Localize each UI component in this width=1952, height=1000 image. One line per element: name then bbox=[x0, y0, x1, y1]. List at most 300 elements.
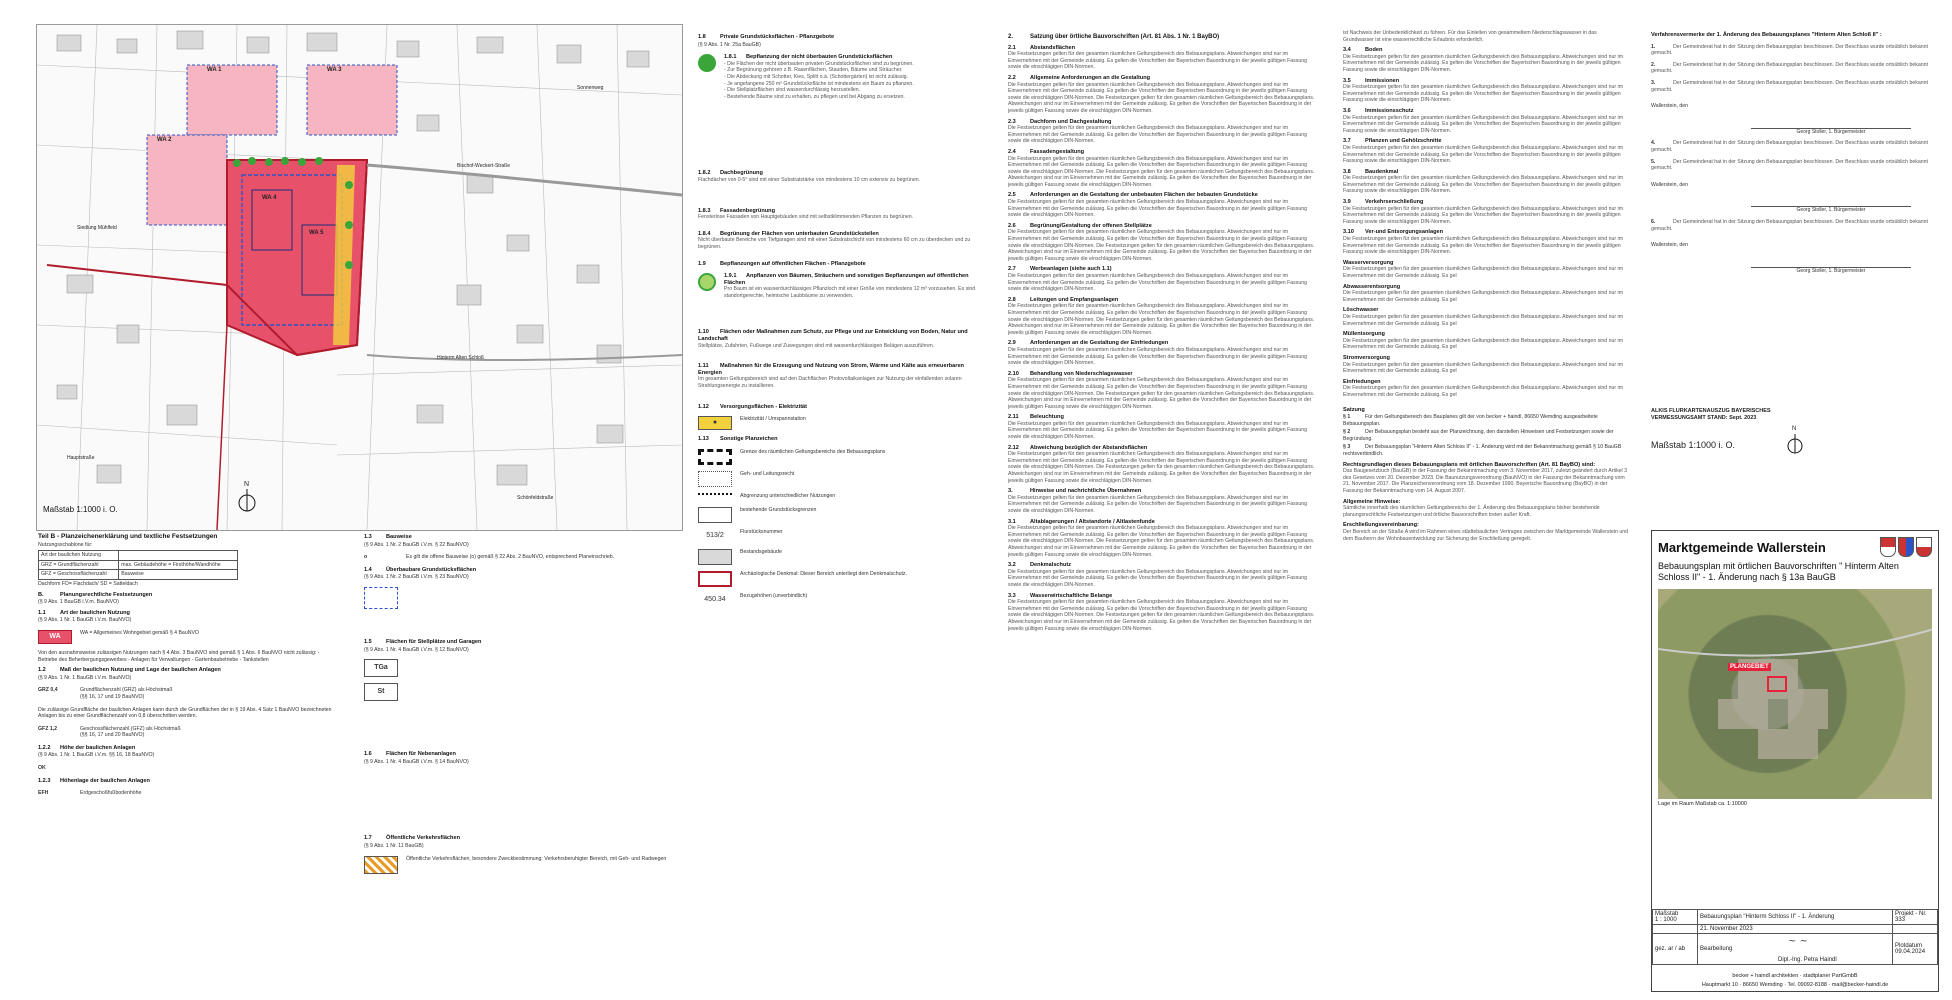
col4-item-heading bbox=[1343, 138, 1628, 145]
abgrenzung-symbol bbox=[698, 493, 732, 501]
col4-sub-body: Die Festsetzungen gelten für den gesamten räumlichen Geltungsbereich des Bebauungsplans. Abweichungen sind nur im Einvernehmen mit der Gemeinde zulässig. Es gel bbox=[1343, 313, 1624, 327]
st-legend bbox=[364, 683, 674, 701]
gfz-ref: (§§ 16, 17 und 20 BauNVO) bbox=[80, 732, 145, 739]
recht-heading: Rechtsgrundlagen dieses Bebauungsplans mit örtlichen Bauvorschriften (Art. 81 BayBO) sind: bbox=[1343, 461, 1596, 468]
col3-item-number: 2.8 bbox=[1008, 296, 1016, 303]
satzung-text: Der Bebauungsplan besteht aus der Planzeichnung, den darstellen Hinweisen und Festsetzungen sowie der Begründung. bbox=[1343, 429, 1614, 442]
grz-text: Grundflächenzahl (GRZ) als Höchstmaß bbox=[80, 687, 173, 694]
plan-map bbox=[36, 24, 683, 531]
s17-heading: Öffentliche Verkehrsflächen bbox=[386, 835, 460, 842]
verfahren-step bbox=[1651, 44, 1939, 57]
s183-heading: Fassadenbegrünung bbox=[720, 207, 776, 214]
plot-label: Plotdatum bbox=[1895, 943, 1923, 949]
col3-item-title: Abweichung bezüglich der Abstandsflächen bbox=[1030, 444, 1148, 451]
col3-item-body: Die Festsetzungen gelten für den gesamten räumlichen Geltungsbereich des Bebauungsplans. Abweichungen sind nur im Einvernehmen mit der Gemeinde zulässig. Es gelten die Vorschriften der Bayerischen Bauordnung in der jeweils gültigen Fassung sowie die einschlägigen DIN-Normen. bbox=[1008, 568, 1308, 588]
col3-item-heading bbox=[1008, 371, 1318, 378]
col3-item-title: Abstandsflächen bbox=[1030, 44, 1076, 51]
col3-item-heading bbox=[1008, 297, 1318, 304]
col3-item-number: 3.3 bbox=[1008, 592, 1016, 599]
s122-ref: (§ 9 Abs. 1 Nr. 1 BauGB i.V.m. §§ 16, 18 BauNVO) bbox=[38, 752, 155, 759]
col3-item-body: Die Festsetzungen gelten für den gesamten räumlichen Geltungsbereich des Bebauungsplans. Abweichungen sind nur im Einvernehmen mit der Gemeinde zulässig. Es gelten die Vorschriften der Bayerischen Bauordnung in der jeweils gültigen Fassung sowie die einschlägigen DIN-Normen. Die Festsetzungen gelten für den gesamten räumlichen Geltungsbereich des Bebauungsplans. Abweichungen sind nur im Einvernehmen mit der Gemeinde zulässig. Es gelten die Vorschriften der Bayerischen Bauordnung in der jeweils gültigen Fassung sowie die einschlägigen DIN-Normen. bbox=[1008, 599, 1315, 632]
project-label: Bebauungsplan "Hinterm Schloss II" - 1. Änderung bbox=[1698, 910, 1893, 925]
part-b-col-1: Teil B - Planzeichenerklärung und textliche Festsetzungen Nutzungsschablone für: Art der baulichen Nutzung GRZ = Grundflächenzahl max. Gebäudehöhe = Firsthöhe/Wandhöhe GFZ = Geschossflächenzahl Bauweise Dachform FD= Flachdach/ SD = Satteldach B. Planungsrechtliche Festsetzungen (§ 9 Abs. 1 BauGB i.V.m. BauNVO) 1.1 Art der baulichen Nutzung (§ 9 Abs. 1 Nr. 1 BauGB i.V.m. BauNVO) WA WA = Allgemeines Wohngebiet gemäß § 4 BauNVO Von den ausnahmsweise zulässigen Nutzungen nach § 4 Abs. 3 BauNVO sind gemäß § 1 Abs. 6 BauNVO nicht zulässig: - Betriebe des Beherbergungsgewerbes - Anlagen für Verwaltungen - Gartenbaubetriebe - Tankstellen 1.2 Maß der baulichen Nutzung und Lage der baulichen Anlagen (§ 9 Abs. 1 Nr. 1 BauGB i.V.m. BauNVO) GRZ 0,4 Grundflächenzahl (GRZ) als Höchstmaß (§§ 16, 17 und 19 BauNVO) Die zulässige Grundfläche der baulichen Anlagen kann durch die Grundflächen der in § 19 Abs. 4 Satz 1 BauNVO bezeichneten Anlagen bis zu einer Grundflächenzahl von 0,8 überschritten werden. GFZ 1,2 Geschossflächenzahl (GFZ) als Höchstmaß (§§ 16, 17 und 20 BauNVO) 1.2.2 Höhe der baulichen Anlagen (§ 9 Abs. 1 Nr. 1 BauGB i.V.m. §§ 16, 18 BauNVO) OK 1.2.3 Höhenlage der baulichen Anlagen EFH Erdgeschoßfußbodenhöhe bbox=[38, 530, 338, 995]
massstab-label: Maßstab bbox=[1655, 911, 1679, 917]
sheet-title bbox=[1645, 0, 1945, 1000]
col4-sub-heading: Müllentsorgung bbox=[1343, 331, 1385, 338]
signature-icon: ~ ~ bbox=[1788, 936, 1808, 947]
col3-item-title: Denkmalschutz bbox=[1030, 562, 1072, 569]
col4-item-number: 3.6 bbox=[1343, 107, 1351, 114]
elektro-legend bbox=[698, 416, 983, 430]
firm-name: becker + haindl architekten · stadtplaner PartGmbB bbox=[1732, 973, 1858, 979]
map-label-wa3: WA 3 bbox=[327, 67, 342, 73]
satzung-text: Der Bebauungsplan "Hinterm Alten Schloss II" - 1. Änderung wird mit der Bekanntmachung gemäß § 10 BauGB rechtsverbindlich. bbox=[1343, 444, 1622, 458]
satzung-row bbox=[1343, 444, 1628, 457]
col3-item-number: 2.1 bbox=[1008, 44, 1016, 51]
col3-item-title: Allgemeine Anforderungen an die Gestaltung bbox=[1030, 74, 1151, 81]
legend-geltungsbereich bbox=[698, 449, 983, 465]
col4-item-heading bbox=[1343, 199, 1628, 206]
s17-ref: (§ 9 Abs. 1 Nr. 11 BauGB) bbox=[364, 842, 424, 849]
col3-item-heading bbox=[1008, 75, 1318, 82]
col4-item-title: Verkehrserschließung bbox=[1365, 199, 1424, 206]
col3-item-number: 2.9 bbox=[1008, 340, 1016, 347]
legend-abgrenzung bbox=[698, 493, 983, 501]
col3-items bbox=[1008, 45, 1318, 633]
alkis-note: ALKIS FLURKARTENAUSZUG BAYERISCHES VERMESSUNGSAMT STAND: Sept. 2023 bbox=[1651, 408, 1771, 421]
coat-of-arms-group bbox=[1880, 537, 1932, 557]
gfz-text: Geschossflächenzahl (GFZ) als Höchstmaß bbox=[80, 725, 181, 732]
project-no: 333 bbox=[1895, 917, 1906, 923]
nutzung-title: Nutzungsschablone für: bbox=[38, 541, 93, 548]
wallerstein-date-label: Wallerstein, den bbox=[1651, 181, 1689, 188]
project-no-label: Projekt - Nr. bbox=[1895, 911, 1927, 917]
s12-heading: Maß der baulichen Nutzung und Lage der baulichen Anlagen bbox=[60, 667, 221, 674]
satzung-heading: Satzung bbox=[1343, 406, 1365, 413]
inkraft-heading: Erschließungsvereinbarung: bbox=[1343, 522, 1419, 529]
map-label-wa4: WA 4 bbox=[262, 195, 277, 201]
efh-text: Erdgeschoßfußbodenhöhe bbox=[80, 790, 142, 797]
verfahren-step-number: 2. bbox=[1651, 61, 1656, 68]
col3-item-heading bbox=[1008, 414, 1318, 421]
massstab-value: 1 : 1000 bbox=[1655, 917, 1677, 923]
satzung-number: § 2 bbox=[1343, 429, 1351, 436]
s15-heading: Flächen für Stellplätze und Garagen bbox=[386, 638, 482, 645]
col3-item-heading bbox=[1008, 445, 1318, 452]
col4-item-heading bbox=[1343, 229, 1628, 236]
wa-body: Von den ausnahmsweise zulässigen Nutzungen nach § 4 Abs. 3 BauNVO sind gemäß § 1 Abs. 6 BauNVO nicht zulässig: - Betriebe des Beherbergungsgewerbes - Anlagen für Verwaltungen - Gartenbaubetriebe - Tankstellen bbox=[38, 649, 320, 663]
col4-item-number: 3.9 bbox=[1343, 199, 1351, 206]
sheet-plan bbox=[34, 0, 684, 1000]
s13-ref: (§ 9 Abs. 1 Nr. 2 BauGB i.V.m. § 22 BauNVO) bbox=[364, 541, 469, 548]
s15-ref: (§ 9 Abs. 1 Nr. 4 BauGB i.V.m. § 12 BauNVO) bbox=[364, 646, 469, 653]
verkehr-legend bbox=[364, 856, 674, 874]
grz-symbol: GRZ 0,4 bbox=[38, 687, 58, 694]
col4-sub-body: Die Festsetzungen gelten für den gesamten räumlichen Geltungsbereich des Bebauungsplans. Abweichungen sind nur im Einvernehmen mit der Gemeinde zulässig. Es gel bbox=[1343, 290, 1624, 303]
col4-item-heading bbox=[1343, 47, 1628, 54]
col3-item-title: Werbeanlagen (siehe auch 1.1) bbox=[1030, 266, 1112, 273]
legend-flurstueck bbox=[698, 529, 983, 543]
col3-item-title: Wasserwirtschaftliche Belange bbox=[1030, 592, 1113, 599]
col3-item-heading bbox=[1008, 223, 1318, 230]
col3-item-heading bbox=[1008, 119, 1318, 126]
col4-item-body: Die Festsetzungen gelten für den gesamten räumlichen Geltungsbereich des Bebauungsplans. Abweichungen sind nur im Einvernehmen mit der Gemeinde zulässig. Es gelten die Vorschriften der Bayerischen Bauordnung in der jeweils gültigen Fassung sowie die einschlägigen DIN-Normen. bbox=[1343, 84, 1624, 104]
elektro-symbol bbox=[698, 416, 732, 430]
col2-top: 1.8 Private Grundstücksflächen - Pflanzgebote (§ 9 Abs. 1 Nr. 25a BauGB) 1.8.1 Bepflanzung der nicht überbauten Grundstücksflächen - Die Flächen der nicht überbauten privaten Grundstücksflächen sind zu begrünen. - Zur Begrünung gehören z.B. Rasenflächen, Stauden, Bäume und Sträucher. - Die Abdeckung mit Schotter, Kies, Splitt o.ä. (Schottergärten) ist nicht zulässig. - Je angefangene 250 m² Grundstücksfläche ist mindestens ein Baum zu pflanzen. - Die Stellplatzflächen sind wasserdurchlässig herzustellen. - Bestehende Bäume sind zu erhalten, zu pflegen und bei Abgang zu ersetzen. 1.8.2 Dachbegrünung Flachdächer von 0-5° sind mit einer Substratstärke von mindestens 10 cm extensiv zu begrünen. 1.8.3 Fassadenbegrünung Fensterlose Fassaden von Hauptgebäuden sind mit selbstklimmenden Pflanzen zu begrünen. 1.8.4 Begrünung der Flächen von unterbauten Grundstücksteilen Nicht überbaute Bereiche von Tiefgaragen sind mit einer Substratschicht von mindestens 60 cm zu überdecken und zu begrünen. 1.9 Bepflanzungen auf öffentlichen Flächen - Pflanzgebote 1.9.1 Anpflanzen von Bäumen, Sträuchern und sonstigen Bepflanzungen auf öffentlichen Flächen Pro Baum ist ein wasserdurchlässiges Pflanzloch mit einer Größe von mindestens 12 m³ vorzusehen. Es sind standortgerechte, heimische Laubbäume zu verwenden. 1.10 Flächen oder Maßnahmen zum Schutz, zur Pflege und zur Entwicklung von Boden, Natur und Landschaft Stellplätze, Zufahrten, Fußwege und Zuwegungen sind mit wasserdurchlässigen Belägen auszuführen. 1.11 Maßnahmen für die Erzeugung und Nutzung von Strom, Wärme und Kälte aus erneuerbaren Energien Im gesamten Geltungsbereich sind auf den Dachflächen Photovoltaikanlagen zur Nutzung der einfallenden solaren Strahlungsenergie zu installieren. 1.12 Versorgungsflächen - Elektrizität ● Elektrizität / Umspannstation 1.13 Sonstige Planzeichen Grenze des räumlichen Geltungsbereichs des Bebauungsplans Geh- und Leitungsrecht Abgrenzung unterschiedlicher Nutzungen bestehende Grundstücksgrenzen 513/2 Flurstücksnummer Bestandsgebäude Archäologische Denkmal: Dieser Bereich unterliegt dem Denkmalschutz. 450.34 Bezugshöhen (unverbindlich) bbox=[698, 30, 983, 990]
wallerstein-date-label: Wallerstein, den bbox=[1651, 103, 1689, 110]
verfahren-step bbox=[1651, 62, 1939, 75]
legend-denkmal-text: Archäologische Denkmal: Dieser Bereich unterliegt dem Denkmalschutz. bbox=[740, 570, 907, 577]
legend-gehrecht-text: Geh- und Leitungsrecht bbox=[740, 470, 795, 477]
col4-sub-heading: Stromversorgung bbox=[1343, 354, 1390, 361]
legend-hoehe bbox=[698, 593, 983, 607]
part-b-title: Teil B - Planzeichenerklärung und textliche Festsetzungen bbox=[38, 533, 218, 540]
col3-item-title: Leitungen und Empfangsanlagen bbox=[1030, 296, 1119, 303]
verfahren-step-text: Der Gemeinderat hat in der Sitzung den Bebauungsplan beschlossen. Der Beschluss wurde ortsüblich bekannt gemacht. bbox=[1651, 218, 1928, 232]
verfahren-step-text: Der Gemeinderat hat in der Sitzung den Bebauungsplan beschlossen. Der Beschluss wurde ortsüblich bekannt gemacht. bbox=[1651, 61, 1928, 75]
col4-item-title: Baudenkmal bbox=[1365, 168, 1399, 175]
denkmal-symbol bbox=[698, 571, 732, 587]
map-label-street-1: Bischof-Weckert-Straße bbox=[457, 163, 510, 169]
s14-heading: Überbaubare Grundstücksflächen bbox=[386, 566, 477, 573]
legend-abgrenzung-text: Abgrenzung unterschiedlicher Nutzungen bbox=[740, 492, 836, 499]
verfahren-step bbox=[1651, 219, 1939, 232]
col3-item-body: Die Festsetzungen gelten für den gesamten räumlichen Geltungsbereich des Bebauungsplans. Abweichungen sind nur im Einvernehmen mit der Gemeinde zulässig. Es gelten die Vorschriften der Bayerischen Bauordnung in der jeweils gültigen Fassung sowie die einschlägigen DIN-Normen. bbox=[1008, 199, 1308, 219]
col4-sub-body: Die Festsetzungen gelten für den gesamten räumlichen Geltungsbereich des Bebauungsplans. Abweichungen sind nur im Einvernehmen mit der Gemeinde zulässig. Es gel bbox=[1343, 385, 1624, 398]
map-label-street-4: Sonnenweg bbox=[577, 85, 604, 91]
legend-flurstueck-text: Flurstücksnummer bbox=[740, 528, 783, 535]
sheet-text-3 bbox=[1335, 0, 1635, 1000]
b1-heading: Planungsrechtliche Festsetzungen bbox=[60, 591, 153, 598]
wa-legend bbox=[38, 630, 338, 644]
col3-item-number: 2.6 bbox=[1008, 222, 1016, 229]
s110-heading: Flächen oder Maßnahmen zum Schutz, zur Pflege und zur Entwicklung von Boden, Natur und Landschaft bbox=[698, 329, 968, 343]
hinweise-heading: Allgemeine Hinweise: bbox=[1343, 498, 1401, 505]
plan-drawing bbox=[37, 25, 682, 530]
map-label-street-3: Hauptstraße bbox=[67, 455, 95, 461]
verfahren-step-number: 3. bbox=[1651, 79, 1656, 86]
col3-item-body: Die Festsetzungen gelten für den gesamten räumlichen Geltungsbereich des Bebauungsplans. Abweichungen sind nur im Einvernehmen mit der Gemeinde zulässig. Es gelten die Vorschriften der Bayerischen Bauordnung in der jeweils gültigen Fassung sowie die einschlägigen DIN-Normen. Die Festsetzungen gelten für den gesamten räumlichen Geltungsbereich des Bebauungsplans. Abweichungen sind nur im Einvernehmen mit der Gemeinde zulässig. Es gelten die Vorschriften der Bayerischen Bauordnung in der jeweils gültigen Fassung sowie die einschlägigen DIN-Normen. bbox=[1008, 377, 1315, 410]
col4-items bbox=[1343, 47, 1628, 256]
col3-item-number: 2.10 bbox=[1008, 370, 1019, 377]
col4-sub-heading: Löschwasser bbox=[1343, 307, 1379, 314]
col3-item-title: Behandlung von Niederschlagswasser bbox=[1030, 370, 1133, 377]
col3-item-number: 2.11 bbox=[1008, 414, 1019, 421]
schablone-cell: Art der baulichen Nutzung bbox=[39, 551, 119, 561]
wa-symbol: WA bbox=[38, 630, 72, 644]
col3-item-number: 3.2 bbox=[1008, 562, 1016, 569]
coat-of-arms-icon bbox=[1916, 537, 1932, 557]
satzung-list bbox=[1343, 414, 1628, 458]
col4-item-number: 3.7 bbox=[1343, 138, 1351, 145]
verfahren-step bbox=[1651, 159, 1939, 172]
o-legend bbox=[364, 554, 674, 561]
s19-heading: Bepflanzungen auf öffentlichen Flächen - Pflanzgebote bbox=[720, 260, 866, 267]
legend-denkmal bbox=[698, 571, 983, 587]
col3-item-heading bbox=[1008, 519, 1318, 526]
map-label-wa2: WA 2 bbox=[157, 137, 172, 143]
col4-sub-body: Die Festsetzungen gelten für den gesamten räumlichen Geltungsbereich des Bebauungsplans. Abweichungen sind nur im Einvernehmen mit der Gemeinde zulässig. Es gel bbox=[1343, 337, 1624, 351]
alkis-scale: Maßstab 1:1000 i. O. bbox=[1651, 440, 1736, 450]
verkehr-symbol bbox=[364, 856, 398, 874]
gfz-legend bbox=[38, 726, 338, 739]
col3-item-heading bbox=[1008, 340, 1318, 347]
title-block bbox=[1651, 530, 1939, 992]
map-label-street-2: Hinterm Alten Schloß bbox=[437, 355, 484, 361]
col3-item-body: Die Festsetzungen gelten für den gesamten räumlichen Geltungsbereich des Bebauungsplans. Abweichungen sind nur im Einvernehmen mit der Gemeinde zulässig. Es gelten die Vorschriften der Bayerischen Bauordnung in der jeweils gültigen Fassung sowie die einschlägigen DIN-Normen. Die Festsetzungen gelten für den gesamten räumlichen Geltungsbereich des Bebauungsplans. Abweichungen sind nur im Einvernehmen mit der Gemeinde zulässig. Es gelten die Vorschriften der Bayerischen Bauordnung in der jeweils gültigen Fassung sowie die einschlägigen DIN-Normen. bbox=[1008, 525, 1315, 558]
s122-heading: Höhe der baulichen Anlagen bbox=[60, 744, 136, 751]
col3-item-body: Die Festsetzungen gelten für den gesamten räumlichen Geltungsbereich des Bebauungsplans. Abweichungen sind nur im Einvernehmen mit der Gemeinde zulässig. Es gelten die Vorschriften der Bayerischen Bauordnung in der jeweils gültigen Fassung sowie die einschlägigen DIN-Normen. bbox=[1008, 346, 1308, 367]
part-b-col-2: 1.3 Bauweise (§ 9 Abs. 1 Nr. 2 BauGB i.V.m. § 22 BauNVO) o Es gilt die offene Bauweise (o) gemäß § 22 Abs. 2 BauNVO, entsprechend Planeinschrieb. 1.4 Überbaubare Grundstücksflächen (§ 9 Abs. 1 Nr. 2 BauGB i.V.m. § 23 BauNVO) 1.5 Flächen für Stellplätze und Garagen (§ 9 Abs. 1 Nr. 4 BauGB i.V.m. § 12 BauNVO) TGa St 1.6 Flächen für Nebenanlagen (§ 9 Abs. 1 Nr. 4 BauGB i.V.m. § 14 BauNVO) 1.7 Öffentliche Verkehrsflächen (§ 9 Abs. 1 Nr. 11 BauGB) Öffentliche Verkehrsflächen, besondere Zweckbestimmung: Verkehrsberuhigter Bereich, mit Geh- und Radwegen bbox=[364, 530, 674, 995]
col3-item-body: Die Festsetzungen gelten für den gesamten räumlichen Geltungsbereich des Bebauungsplans. Abweichungen sind nur im Einvernehmen mit der Gemeinde zulässig. Es gelten die Vorschriften der Bayerischen Bauordnung in der jeweils gültigen Fassung sowie die einschlägigen DIN-Normen. bbox=[1008, 125, 1308, 145]
col4-item-number: 3.8 bbox=[1343, 168, 1351, 175]
col3-item-heading bbox=[1008, 45, 1318, 52]
plot-date: 09.04.2024 bbox=[1895, 949, 1926, 955]
col4-item-number: 3.5 bbox=[1343, 77, 1351, 84]
aerial-caption: Lage im Raum Maßstab ca. 1:10000 bbox=[1658, 801, 1747, 807]
verfahren-step-number: 5. bbox=[1651, 158, 1656, 165]
baugrenze-legend bbox=[364, 587, 674, 609]
map-label-street-5: Siedlung Mühlfeld bbox=[77, 225, 117, 231]
gehrecht-symbol bbox=[698, 471, 732, 487]
col3-item-heading bbox=[1008, 562, 1318, 569]
verfahren-step-text: Der Gemeinderat hat in der Sitzung den Bebauungsplan beschlossen. Der Beschluss wurde ortsüblich bekannt gemacht. bbox=[1651, 158, 1928, 172]
s181-row: 1.8.1 Bepflanzung der nicht überbauten Grundstücksflächen - Die Flächen der nicht überbauten privaten Grundstücksflächen sind zu begrünen. - Zur Begrünung gehören z.B. Rasenflächen, Stauden, Bäume und Sträucher. - Die Abdeckung mit Schotter, Kies, Splitt o.ä. (Schottergärten) ist nicht zulässig. - Je angefangene 250 m² Grundstücksfläche ist mindestens ein Baum zu pflanzen. - Die Stellplatzflächen sind wasserdurchlässig herzustellen. - Bestehende Bäume sind zu erhalten, zu pflegen und bei Abgang zu ersetzen. bbox=[698, 54, 983, 100]
col4-item-title: Ver-und Entsorgungsanlagen bbox=[1365, 229, 1444, 236]
col4-item-body: Die Festsetzungen gelten für den gesamten räumlichen Geltungsbereich des Bebauungsplans. Abweichungen sind nur im Einvernehmen mit der Gemeinde zulässig. Es gelten die Vorschriften der Bayerischen Bauordnung in der jeweils gültigen Fassung sowie die einschlägigen DIN-Normen. bbox=[1343, 144, 1624, 165]
col3-item-heading bbox=[1008, 266, 1318, 273]
legend-bestand-text: Bestandsgebäude bbox=[740, 548, 782, 555]
s16-heading: Flächen für Nebenanlagen bbox=[386, 751, 456, 758]
grenzen-symbol bbox=[698, 507, 732, 523]
col4-item-body: Die Festsetzungen gelten für den gesamten räumlichen Geltungsbereich des Bebauungsplans. Abweichungen sind nur im Einvernehmen mit der Gemeinde zulässig. Es gelten die Vorschriften der Bayerischen Bauordnung in der jeweils gültigen Fassung sowie die einschlägigen DIN-Normen. bbox=[1343, 205, 1624, 225]
lightning-icon: ● bbox=[712, 418, 718, 426]
north-arrow-icon bbox=[237, 481, 257, 515]
s12-ref: (§ 9 Abs. 1 Nr. 1 BauGB i.V.m. BauNVO) bbox=[38, 674, 132, 681]
s13-heading: Bauweise bbox=[386, 534, 412, 540]
municipality-name: Marktgemeinde Wallerstein bbox=[1658, 539, 1826, 555]
plan-subtitle: Bebauungsplan mit örtlichen Bauvorschriften " Hinterm Alten Schloss II" - 1. Änderung nach § 13a BauGB bbox=[1658, 561, 1899, 582]
st-symbol: St bbox=[364, 683, 398, 701]
boundary-symbol bbox=[698, 449, 732, 465]
col3-item-body: Die Festsetzungen gelten für den gesamten räumlichen Geltungsbereich des Bebauungsplans. Abweichungen sind nur im Einvernehmen mit der Gemeinde zulässig. Es gelten die Vorschriften der Bayerischen Bauordnung in der jeweils gültigen Fassung sowie die einschlägigen DIN-Normen. bbox=[1008, 273, 1308, 293]
col3-item-title: Fassadengestaltung bbox=[1030, 148, 1085, 155]
col4-sub-body: Die Festsetzungen gelten für den gesamten räumlichen Geltungsbereich des Bebauungsplans. Abweichungen sind nur im Einvernehmen mit der Gemeinde zulässig. Es gel bbox=[1343, 266, 1624, 279]
map-label-wa1: WA 1 bbox=[207, 67, 222, 73]
col3-item-title: Beleuchtung bbox=[1030, 414, 1064, 421]
col4-sub-body: Die Festsetzungen gelten für den gesamten räumlichen Geltungsbereich des Bebauungsplans. Abweichungen sind nur im Einvernehmen mit der Gemeinde zulässig. Es gel bbox=[1343, 361, 1624, 375]
col4-item-number: 3.10 bbox=[1343, 229, 1354, 236]
col3-item-number: 3.1 bbox=[1008, 518, 1016, 525]
col3-item-title: Anforderungen an die Gestaltung der Einfriedungen bbox=[1030, 340, 1169, 347]
verfahren-steps bbox=[1651, 44, 1939, 275]
efh-legend bbox=[38, 790, 338, 797]
tga-symbol: TGa bbox=[364, 659, 398, 677]
verfahren-step bbox=[1651, 80, 1939, 93]
signer-name: Georg Stoller, 1. Bürgermeister bbox=[1751, 206, 1911, 214]
nutzungsschablone bbox=[38, 550, 238, 580]
s14-ref: (§ 9 Abs. 1 Nr. 2 BauGB i.V.m. § 23 BauNVO) bbox=[364, 574, 469, 581]
schablone-cell: max. Gebäudehöhe = Firsthöhe/Wandhöhe bbox=[119, 560, 238, 570]
col4-sub-heading: Abwasserentsorgung bbox=[1343, 283, 1401, 290]
grz-ref: (§§ 16, 17 und 19 BauNVO) bbox=[80, 693, 145, 700]
col3-item-heading bbox=[1008, 593, 1318, 600]
col3-item-number: 2.2 bbox=[1008, 74, 1016, 81]
wallerstein-date-label: Wallerstein, den bbox=[1651, 242, 1689, 249]
bearb-label: Bearbeitung bbox=[1700, 946, 1733, 952]
verfahren-step-number: 1. bbox=[1651, 43, 1656, 50]
schablone-cell: Bauweise bbox=[119, 570, 238, 580]
hoehe-symbol: 450.34 bbox=[704, 595, 726, 603]
col4-item-title: Immissionen bbox=[1365, 77, 1400, 84]
aerial-photo bbox=[1658, 589, 1932, 799]
satzung-number: § 3 bbox=[1343, 444, 1351, 451]
col4-item-body: Die Festsetzungen gelten für den gesamten räumlichen Geltungsbereich des Bebauungsplans. Abweichungen sind nur im Einvernehmen mit der Gemeinde zulässig. Es gelten die Vorschriften der Bayerischen Bauordnung in der jeweils gültigen Fassung sowie die einschlägigen DIN-Normen. bbox=[1343, 175, 1624, 195]
col3-item-title: Hinweise und nachrichtliche Übernahmen bbox=[1030, 488, 1142, 495]
ok-symbol: OK bbox=[38, 765, 46, 772]
col4-item-title: Immissionsschutz bbox=[1365, 107, 1414, 114]
col3-item-number: 2.5 bbox=[1008, 192, 1016, 199]
satzung-row bbox=[1343, 429, 1628, 442]
tree-circle-icon bbox=[698, 273, 716, 291]
s113-heading: Sonstige Planzeichen bbox=[720, 436, 778, 443]
alkis-north-icon bbox=[1785, 426, 1805, 454]
s112-heading: Versorgungsflächen - Elektrizität bbox=[720, 403, 808, 410]
coat-of-arms-icon bbox=[1880, 537, 1896, 557]
col3-item-body: Die Festsetzungen gelten für den gesamten räumlichen Geltungsbereich des Bebauungsplans. Abweichungen sind nur im Einvernehmen mit der Gemeinde zulässig. Es gelten die Vorschriften der Bayerischen Bauordnung in der jeweils gültigen Fassung sowie die einschlägigen DIN-Normen. Die Festsetzungen gelten für den gesamten räumlichen Geltungsbereich des Bebauungsplans. Abweichungen sind nur im Einvernehmen mit der Gemeinde zulässig. Es gelten die Vorschriften der Bayerischen Bauordnung in der jeweils gültigen Fassung sowie die einschlägigen DIN-Normen. bbox=[1008, 229, 1315, 262]
map-label-street-6: Schönfeldstraße bbox=[517, 495, 554, 501]
col4-item-number: 3.4 bbox=[1343, 47, 1351, 54]
col4-item-title: Boden bbox=[1365, 47, 1383, 54]
bestand-symbol bbox=[698, 549, 732, 565]
signer-name: Georg Stoller, 1. Bürgermeister bbox=[1751, 267, 1911, 275]
col3-item-title: Begrünung/Gestaltung der offenen Stellplätze bbox=[1030, 222, 1152, 229]
col4-item-heading bbox=[1343, 169, 1628, 176]
verfahren-col bbox=[1651, 28, 1939, 408]
verfahren-title: Verfahrensvermerke der 1. Änderung des Bebauungsplanes "Hinterm Alten Schloß II" : bbox=[1651, 32, 1882, 38]
verfahren-step-number: 4. bbox=[1651, 140, 1656, 147]
col3-item-heading bbox=[1008, 192, 1318, 199]
green-circle-icon bbox=[698, 54, 716, 72]
sheet-text-2 bbox=[1000, 0, 1325, 1000]
col3-item-number: 2.12 bbox=[1008, 444, 1019, 451]
gez-label: gez. ar / ab bbox=[1653, 934, 1698, 965]
s123-heading: Höhenlage der baulichen Anlagen bbox=[60, 777, 150, 784]
signer-name: Georg Stoller, 1. Bürgermeister bbox=[1751, 128, 1911, 136]
col3: 2. Satzung über örtliche Bauvorschriften (Art. 81 Abs. 1 Nr. 1 BayBO) 2.1 Abstandsflächen Die Festsetzungen gelten für den gesamten räumlichen Geltungsbereich des Bebauungsplans. Abweichungen sind nur im Einvernehmen mit der Gemeinde zulässig. Es gelten die Vorschriften der Bayerischen Bauordnung in der jeweils gültigen Fassung sowie die einschlägigen DIN-Normen. 2.2 Allgemeine Anforderungen an die Gestaltung Die Festsetzungen gelten für den gesamten räumlichen Geltungsbereich des Bebauungsplans. Abweichungen sind nur im Einvernehmen mit der Gemeinde zulässig. Es gelten die Vorschriften der Bayerischen Bauordnung in der jeweils gültigen Fassung sowie die einschlägigen DIN-Normen. Die Festsetzungen gelten für den gesamten räumlichen Geltungsbereich des Bebauungsplans. Abweichungen sind nur im Einvernehmen mit der Gemeinde zulässig. Es gelten die Vorschriften der Bayerischen Bauordnung in der jeweils gültigen Fassung sowie die einschlägigen DIN-Normen. 2.3 Dachform und Dachgestaltung Die Festsetzungen gelten für den gesamten räumlichen Geltungsbereich des Bebauungsplans. Abweichungen sind nur im Einvernehmen mit der Gemeinde zulässig. Es gelten die Vorschriften der Bayerischen Bauordnung in der jeweils gültigen Fassung sowie die einschlägigen DIN-Normen. 2.4 Fassadengestaltung Die Festsetzungen gelten für den gesamten räumlichen Geltungsbereich des Bebauungsplans. Abweichungen sind nur im Einvernehmen mit der Gemeinde zulässig. Es gelten die Vorschriften der Bayerischen Bauordnung in der jeweils gültigen Fassung sowie die einschlägigen DIN-Normen. Die Festsetzungen gelten für den gesamten räumlichen Geltungsbereich des Bebauungsplans. Abweichungen sind nur im Einvernehmen mit der Gemeinde zulässig. Es gelten die Vorschriften der Bayerischen Bauordnung in der jeweils gültigen Fassung sowie die einschlägigen DIN-Normen. 2.5 Anforderungen an die Gestaltung der unbebauten Flächen der bebauten Grundstücke Die Festsetzungen gelten für den gesamten räumlichen Geltungsbereich des Bebauungsplans. Abweichungen sind nur im Einvernehmen mit der Gemeinde zulässig. Es gelten die Vorschriften der Bayerischen Bauordnung in der jeweils gültigen Fassung sowie die einschlägigen DIN-Normen. 2.6 Begrünung/Gestaltung der offenen Stellplätze Die Festsetzungen gelten für den gesamten räumlichen Geltungsbereich des Bebauungsplans. Abweichungen sind nur im Einvernehmen mit der Gemeinde zulässig. Es gelten die Vorschriften der Bayerischen Bauordnung in der jeweils gültigen Fassung sowie die einschlägigen DIN-Normen. Die Festsetzungen gelten für den gesamten räumlichen Geltungsbereich des Bebauungsplans. Abweichungen sind nur im Einvernehmen mit der Gemeinde zulässig. Es gelten die Vorschriften der Bayerischen Bauordnung in der jeweils gültigen Fassung sowie die einschlägigen DIN-Normen. 2.7 Werbeanlagen (siehe auch 1.1) Die Festsetzungen gelten für den gesamten räumlichen Geltungsbereich des Bebauungsplans. Abweichungen sind nur im Einvernehmen mit der Gemeinde zulässig. Es gelten die Vorschriften der Bayerischen Bauordnung in der jeweils gültigen Fassung sowie die einschlägigen DIN-Normen. 2.8 Leitungen und Empfangsanlagen Die Festsetzungen gelten für den gesamten räumlichen Geltungsbereich des Bebauungsplans. Abweichungen sind nur im Einvernehmen mit der Gemeinde zulässig. Es gelten die Vorschriften der Bayerischen Bauordnung in der jeweils gültigen Fassung sowie die einschlägigen DIN-Normen. Die Festsetzungen gelten für den gesamten räumlichen Geltungsbereich des Bebauungsplans. Abweichungen sind nur im Einvernehmen mit der Gemeinde zulässig. Es gelten die Vorschriften der Bayerischen Bauordnung in der jeweils gültigen Fassung sowie die einschlägigen DIN-Normen. 2.9 Anforderungen an die Gestaltung der Einfriedungen Die Festsetzungen gelten für den gesamten räumlichen Geltungsbereich des Bebauungsplans. Abweichungen sind nur im Einvernehmen mit der Gemeinde zulässig. Es gelten die Vorschriften der Bayerischen Bauordnung in der jeweils gültigen Fassung sowie die einschlägigen DIN-Normen. 2.10 Behandlung von Niederschlagswasser Die Festsetzungen gelten für den gesamten räumlichen Geltungsbereich des Bebauungsplans. Abweichungen sind nur im Einvernehmen mit der Gemeinde zulässig. Es gelten die Vorschriften der Bayerischen Bauordnung in der jeweils gültigen Fassung sowie die einschlägigen DIN-Normen. Die Festsetzungen gelten für den gesamten räumlichen Geltungsbereich des Bebauungsplans. Abweichungen sind nur im Einvernehmen mit der Gemeinde zulässig. Es gelten die Vorschriften der Bayerischen Bauordnung in der jeweils gültigen Fassung sowie die einschlägigen DIN-Normen. 2.11 Beleuchtung Die Festsetzungen gelten für den gesamten räumlichen Geltungsbereich des Bebauungsplans. Abweichungen sind nur im Einvernehmen mit der Gemeinde zulässig. Es gelten die Vorschriften der Bayerischen Bauordnung in der jeweils gültigen Fassung sowie die einschlägigen DIN-Normen. 2.12 Abweichung bezüglich der Abstandsflächen Die Festsetzungen gelten für den gesamten räumlichen Geltungsbereich des Bebauungsplans. Abweichungen sind nur im Einvernehmen mit der Gemeinde zulässig. Es gelten die Vorschriften der Bayerischen Bauordnung in der jeweils gültigen Fassung sowie die einschlägigen DIN-Normen. Die Festsetzungen gelten für den gesamten räumlichen Geltungsbereich des Bebauungsplans. Abweichungen sind nur im Einvernehmen mit der Gemeinde zulässig. Es gelten die Vorschriften der Bayerischen Bauordnung in der jeweils gültigen Fassung sowie die einschlägigen DIN-Normen. 3. Hinweise und nachrichtliche Übernahmen Die Festsetzungen gelten für den gesamten räumlichen Geltungsbereich des Bebauungsplans. Abweichungen sind nur im Einvernehmen mit der Gemeinde zulässig. Es gelten die Vorschriften der Bayerischen Bauordnung in der jeweils gültigen Fassung sowie die einschlägigen DIN-Normen. 3.1 Altablagerungen / Altstandorte / Altlastenfunde Die Festsetzungen gelten für den gesamten räumlichen Geltungsbereich des Bebauungsplans. Abweichungen sind nur im Einvernehmen mit der Gemeinde zulässig. Es gelten die Vorschriften der Bayerischen Bauordnung in der jeweils gültigen Fassung sowie die einschlägigen DIN-Normen. Die Festsetzungen gelten für den gesamten räumlichen Geltungsbereich des Bebauungsplans. Abweichungen sind nur im Einvernehmen mit der Gemeinde zulässig. Es gelten die Vorschriften der Bayerischen Bauordnung in der jeweils gültigen Fassung sowie die einschlägigen DIN-Normen. 3.2 Denkmalschutz Die Festsetzungen gelten für den gesamten räumlichen Geltungsbereich des Bebauungsplans. Abweichungen sind nur im Einvernehmen mit der Gemeinde zulässig. Es gelten die Vorschriften der Bayerischen Bauordnung in der jeweils gültigen Fassung sowie die einschlägigen DIN-Normen. 3.3 Wasserwirtschaftliche Belange Die Festsetzungen gelten für den gesamten räumlichen Geltungsbereich des Bebauungsplans. Abweichungen sind nur im Einvernehmen mit der Gemeinde zulässig. Es gelten die Vorschriften der Bayerischen Bauordnung in der jeweils gültigen Fassung sowie die einschlägigen DIN-Normen. Die Festsetzungen gelten für den gesamten räumlichen Geltungsbereich des Bebauungsplans. Abweichungen sind nur im Einvernehmen mit der Gemeinde zulässig. Es gelten die Vorschriften der Bayerischen Bauordnung in der jeweils gültigen Fassung sowie die einschlägigen DIN-Normen. bbox=[1008, 30, 1318, 990]
schablone-cell: GFZ = Geschossflächenzahl bbox=[39, 570, 119, 580]
alkis-north-label: N bbox=[1792, 426, 1797, 432]
col3-item-body: Die Festsetzungen gelten für den gesamten räumlichen Geltungsbereich des Bebauungsplans. Abweichungen sind nur im Einvernehmen mit der Gemeinde zulässig. Es gelten die Vorschriften der Bayerischen Bauordnung in der jeweils gültigen Fassung sowie die einschlägigen DIN-Normen. bbox=[1008, 494, 1308, 514]
elektro-text: Elektrizität / Umspannstation bbox=[740, 416, 806, 423]
b1-ref: (§ 9 Abs. 1 BauGB i.V.m. BauNVO) bbox=[38, 599, 119, 606]
verfahren-step bbox=[1651, 140, 1939, 153]
col3-item-body: Die Festsetzungen gelten für den gesamten räumlichen Geltungsbereich des Bebauungsplans. Abweichungen sind nur im Einvernehmen mit der Gemeinde zulässig. Es gelten die Vorschriften der Bayerischen Bauordnung in der jeweils gültigen Fassung sowie die einschlägigen DIN-Normen. Die Festsetzungen gelten für den gesamten räumlichen Geltungsbereich des Bebauungsplans. Abweichungen sind nur im Einvernehmen mit der Gemeinde zulässig. Es gelten die Vorschriften der Bayerischen Bauordnung in der jeweils gültigen Fassung sowie die einschlägigen DIN-Normen. bbox=[1008, 451, 1315, 484]
plan-date: 21. November 2023 bbox=[1698, 925, 1893, 934]
col3-item-number: 2.4 bbox=[1008, 148, 1016, 155]
efh-symbol: EFH bbox=[38, 790, 49, 797]
col4-item-heading bbox=[1343, 78, 1628, 85]
s182-heading: Dachbegrünung bbox=[720, 170, 763, 177]
col3-item-number: 2.3 bbox=[1008, 118, 1016, 125]
col4-item-body: Die Festsetzungen gelten für den gesamten räumlichen Geltungsbereich des Bebauungsplans. Abweichungen sind nur im Einvernehmen mit der Gemeinde zulässig. Es gelten die Vorschriften der Bayerischen Bauordnung in der jeweils gültigen Fassung sowie die einschlägigen DIN-Normen. bbox=[1343, 53, 1624, 73]
col3-item-body: Die Festsetzungen gelten für den gesamten räumlichen Geltungsbereich des Bebauungsplans. Abweichungen sind nur im Einvernehmen mit der Gemeinde zulässig. Es gelten die Vorschriften der Bayerischen Bauordnung in der jeweils gültigen Fassung sowie die einschlägigen DIN-Normen. Die Festsetzungen gelten für den gesamten räumlichen Geltungsbereich des Bebauungsplans. Abweichungen sind nur im Einvernehmen mit der Gemeinde zulässig. Es gelten die Vorschriften der Bayerischen Bauordnung in der jeweils gültigen Fassung sowie die einschlägigen DIN-Normen. bbox=[1008, 81, 1315, 114]
s191-heading: Anpflanzen von Bäumen, Sträuchern und sonstigen Bepflanzungen auf öffentlichen Flächen bbox=[724, 273, 969, 286]
map-scale: Maßstab 1:1000 i. O. bbox=[43, 505, 118, 514]
engineer-name: Dipl.-Ing. Petra Haindl bbox=[1778, 957, 1837, 963]
aerial-texture bbox=[1658, 589, 1932, 799]
legend-geltungsbereich-text: Grenze des räumlichen Geltungsbereichs des Bebauungsplans bbox=[740, 448, 886, 455]
col4: ist Nachweis der Unbedenklichkeit zu führen. Für das Einleiten von gesammeltem Niederschlagswasser in das Grundwasser ist eine wasserrechtliche Erlaubnis erforderlich. 3.4 Boden Die Festsetzungen gelten für den gesamten räumlichen Geltungsbereich des Bebauungsplans. Abweichungen sind nur im Einvernehmen mit der Gemeinde zulässig. Es gelten die Vorschriften der Bayerischen Bauordnung in der jeweils gültigen Fassung sowie die einschlägigen DIN-Normen. 3.5 Immissionen Die Festsetzungen gelten für den gesamten räumlichen Geltungsbereich des Bebauungsplans. Abweichungen sind nur im Einvernehmen mit der Gemeinde zulässig. Es gelten die Vorschriften der Bayerischen Bauordnung in der jeweils gültigen Fassung sowie die einschlägigen DIN-Normen. 3.6 Immissionsschutz Die Festsetzungen gelten für den gesamten räumlichen Geltungsbereich des Bebauungsplans. Abweichungen sind nur im Einvernehmen mit der Gemeinde zulässig. Es gelten die Vorschriften der Bayerischen Bauordnung in der jeweils gültigen Fassung sowie die einschlägigen DIN-Normen. 3.7 Pflanzen und Gehölzschnitte Die Festsetzungen gelten für den gesamten räumlichen Geltungsbereich des Bebauungsplans. Abweichungen sind nur im Einvernehmen mit der Gemeinde zulässig. Es gelten die Vorschriften der Bayerischen Bauordnung in der jeweils gültigen Fassung sowie die einschlägigen DIN-Normen. 3.8 Baudenkmal Die Festsetzungen gelten für den gesamten räumlichen Geltungsbereich des Bebauungsplans. Abweichungen sind nur im Einvernehmen mit der Gemeinde zulässig. Es gelten die Vorschriften der Bayerischen Bauordnung in der jeweils gültigen Fassung sowie die einschlägigen DIN-Normen. 3.9 Verkehrserschließung Die Festsetzungen gelten für den gesamten räumlichen Geltungsbereich des Bebauungsplans. Abweichungen sind nur im Einvernehmen mit der Gemeinde zulässig. Es gelten die Vorschriften der Bayerischen Bauordnung in der jeweils gültigen Fassung sowie die einschlägigen DIN-Normen. 3.10 Ver-und Entsorgungsanlagen Die Festsetzungen gelten für den gesamten räumlichen Geltungsbereich des Bebauungsplans. Abweichungen sind nur im Einvernehmen mit der Gemeinde zulässig. Es gelten die Vorschriften der Bayerischen Bauordnung in der jeweils gültigen Fassung sowie die einschlägigen DIN-Normen. Wasserversorgung Die Festsetzungen gelten für den gesamten räumlichen Geltungsbereich des Bebauungsplans. Abweichungen sind nur im Einvernehmen mit der Gemeinde zulässig. Es gel Abwasserentsorgung Die Festsetzungen gelten für den gesamten räumlichen Geltungsbereich des Bebauungsplans. Abweichungen sind nur im Einvernehmen mit der Gemeinde zulässig. Es gel Löschwasser Die Festsetzungen gelten für den gesamten räumlichen Geltungsbereich des Bebauungsplans. Abweichungen sind nur im Einvernehmen mit der Gemeinde zulässig. Es gel Müllentsorgung Die Festsetzungen gelten für den gesamten räumlichen Geltungsbereich des Bebauungsplans. Abweichungen sind nur im Einvernehmen mit der Gemeinde zulässig. Es gel Stromversorgung Die Festsetzungen gelten für den gesamten räumlichen Geltungsbereich des Bebauungsplans. Abweichungen sind nur im Einvernehmen mit der Gemeinde zulässig. Es gel Einfriedungen Die Festsetzungen gelten für den gesamten räumlichen Geltungsbereich des Bebauungsplans. Abweichungen sind nur im Einvernehmen mit der Gemeinde zulässig. Es gel Satzung § 1 Für den Geltungsbereich des Bauplanes gilt der von becker + haindl, 86650 Wemding ausgearbeitete Bebauungsplan. § 2 Der Bebauungsplan besteht aus der Planzeichnung, den darstellen Hinweisen und Festsetzungen sowie der Begründung. § 3 Der Bebauungsplan "Hinterm Alten Schloss II" - 1. Änderung wird mit der Bekanntmachung gemäß § 10 BauGB rechtsverbindlich. Rechtsgrundlagen dieses Bebauungsplans mit örtlichen Bauvorschriften (Art. 81 BayBO) sind: Das Baugesetzbuch (BauGB) in der Fassung der Bekanntmachung vom 3. November 2017, zuletzt geändert durch Artikel 3 des Gesetzes vom 20. Dezember 2023. Die Baunutzungsverordnung (BauNVO) in der Fassung der Bekanntmachung vom 21. November 2017. Die Planzeichenverordnung vom 18. Dezember 1990. Bayerische Bauordnung (BayBO) in der Fassung der Bekanntmachung vom 14. August 2007. Allgemeine Hinweise: Sämtliche innerhalb des räumlichen Geltungsbereichs der 1. Änderung des Bebauungsplans bisher bestehende planungsrechtliche Festsetzungen und örtliche Bauvorschriften treten außer Kraft. Erschließungsvereinbarung: Der Bereich an der Straße A wird im Rahmen eines städtebaulichen Vertrages zwischen der Marktgemeinde Wallerstein und dem Bauherrn der Wohnbauentwicklung zur Sicherung der Erschließung geregelt. bbox=[1343, 30, 1628, 542]
s11-heading: Art der baulichen Nutzung bbox=[60, 609, 130, 616]
satzung-text: Für den Geltungsbereich des Bauplanes gilt der von becker + haindl, 86650 Wemding ausgearbeitete Bebauungsplan. bbox=[1343, 414, 1598, 427]
schablone-cell: GRZ = Grundflächenzahl bbox=[39, 560, 119, 570]
col3-item-body: Die Festsetzungen gelten für den gesamten räumlichen Geltungsbereich des Bebauungsplans. Abweichungen sind nur im Einvernehmen mit der Gemeinde zulässig. Es gelten die Vorschriften der Bayerischen Bauordnung in der jeweils gültigen Fassung sowie die einschlägigen DIN-Normen. Die Festsetzungen gelten für den gesamten räumlichen Geltungsbereich des Bebauungsplans. Abweichungen sind nur im Einvernehmen mit der Gemeinde zulässig. Es gelten die Vorschriften der Bayerischen Bauordnung in der jeweils gültigen Fassung sowie die einschlägigen DIN-Normen. bbox=[1008, 303, 1315, 336]
verfahren-step-text: Der Gemeinderat hat in der Sitzung den Bebauungsplan beschlossen. Der Beschluss wurde ortsüblich bekannt gemacht. bbox=[1651, 79, 1928, 93]
col4-item-title: Pflanzen und Gehölzschnitte bbox=[1365, 138, 1442, 145]
dach-legend: Dachform FD= Flachdach/ SD = Satteldach bbox=[38, 580, 138, 587]
verfahren-step-text: Der Gemeinderat hat in der Sitzung den Bebauungsplan beschlossen. Der Beschluss wurde ortsüblich bekannt gemacht. bbox=[1651, 43, 1928, 57]
col3-item-number: 2.7 bbox=[1008, 266, 1016, 273]
baugrenze-symbol bbox=[364, 587, 398, 609]
satzung-row bbox=[1343, 414, 1628, 427]
legend-grenzen bbox=[698, 507, 983, 523]
s184-heading: Begrünung der Flächen von unterbauten Grundstücksteilen bbox=[720, 230, 879, 237]
satzung-number: § 1 bbox=[1343, 414, 1351, 421]
col3-item-heading bbox=[1008, 149, 1318, 156]
verfahren-step-number: 6. bbox=[1651, 218, 1656, 225]
map-label-wa5: WA 5 bbox=[309, 230, 324, 236]
north-label: N bbox=[244, 481, 250, 488]
col4-item-body: Die Festsetzungen gelten für den gesamten räumlichen Geltungsbereich des Bebauungsplans. Abweichungen sind nur im Einvernehmen mit der Gemeinde zulässig. Es gelten die Vorschriften der Bayerischen Bauordnung in der jeweils gültigen Fassung sowie die einschlägigen DIN-Normen. bbox=[1343, 114, 1624, 134]
col3-item-body: Die Festsetzungen gelten für den gesamten räumlichen Geltungsbereich des Bebauungsplans. Abweichungen sind nur im Einvernehmen mit der Gemeinde zulässig. Es gelten die Vorschriften der Bayerischen Bauordnung in der jeweils gültigen Fassung sowie die einschlägigen DIN-Normen. Die Festsetzungen gelten für den gesamten räumlichen Geltungsbereich des Bebauungsplans. Abweichungen sind nur im Einvernehmen mit der Gemeinde zulässig. Es gelten die Vorschriften der Bayerischen Bauordnung in der jeweils gültigen Fassung sowie die einschlägigen DIN-Normen. bbox=[1008, 155, 1315, 188]
gfz-symbol: GFZ 1,2 bbox=[38, 725, 58, 732]
s2-heading: Satzung über örtliche Bauvorschriften (Art. 81 Abs. 1 Nr. 1 BayBO) bbox=[1030, 34, 1220, 40]
title-table bbox=[1652, 909, 1938, 965]
s181-heading: Bepflanzung der nicht überbauten Grundstücksflächen bbox=[746, 54, 893, 61]
col4-sub-heading: Einfriedungen bbox=[1343, 378, 1381, 385]
col3-item-heading bbox=[1008, 488, 1318, 495]
col3-item-body: Die Festsetzungen gelten für den gesamten räumlichen Geltungsbereich des Bebauungsplans. Abweichungen sind nur im Einvernehmen mit der Gemeinde zulässig. Es gelten die Vorschriften der Bayerischen Bauordnung in der jeweils gültigen Fassung sowie die einschlägigen DIN-Normen. bbox=[1008, 420, 1308, 441]
s111-heading: Maßnahmen für die Erzeugung und Nutzung von Strom, Wärme und Kälte aus erneuerbaren Energien bbox=[698, 363, 964, 376]
aerial-label: PLANGEBIET bbox=[1730, 664, 1769, 670]
ok-legend bbox=[38, 765, 338, 772]
coat-of-arms-icon bbox=[1898, 537, 1914, 557]
col4-item-body: Die Festsetzungen gelten für den gesamten räumlichen Geltungsbereich des Bebauungsplans. Abweichungen sind nur im Einvernehmen mit der Gemeinde zulässig. Es gelten die Vorschriften der Bayerischen Bauordnung in der jeweils gültigen Fassung sowie die einschlägigen DIN-Normen. bbox=[1343, 236, 1624, 256]
verkehr-text: Öffentliche Verkehrsflächen, besondere Zweckbestimmung: Verkehrsberuhigter Bereich, mit Geh- und Radwegen bbox=[406, 855, 667, 862]
sheet-text-1 bbox=[690, 0, 990, 1000]
col4-subs bbox=[1343, 260, 1628, 399]
s11-ref: (§ 9 Abs. 1 Nr. 1 BauGB i.V.m. BauNVO) bbox=[38, 617, 132, 624]
legend-bestand bbox=[698, 549, 983, 565]
col4-item-heading bbox=[1343, 108, 1628, 115]
tga-legend bbox=[364, 659, 674, 677]
o-symbol: o bbox=[364, 554, 368, 561]
grz-body: Die zulässige Grundfläche der baulichen Anlagen kann durch die Grundflächen der in § 19 Abs. 4 Satz 1 BauNVO bezeichneten Anlagen bis zu einer Grundflächenzahl von 0,8 überschritten werden. bbox=[38, 706, 332, 720]
col3-item-body: Die Festsetzungen gelten für den gesamten räumlichen Geltungsbereich des Bebauungsplans. Abweichungen sind nur im Einvernehmen mit der Gemeinde zulässig. Es gelten die Vorschriften der Bayerischen Bauordnung in der jeweils gültigen Fassung sowie die einschlägigen DIN-Normen. bbox=[1008, 51, 1308, 71]
col3-item-number: 3. bbox=[1008, 488, 1013, 495]
wa-text: WA = Allgemeines Wohngebiet gemäß § 4 BauNVO bbox=[80, 629, 199, 636]
col4-sub-heading: Wasserversorgung bbox=[1343, 259, 1394, 266]
o-text: Es gilt die offene Bauweise (o) gemäß § 22 Abs. 2 BauNVO, entsprechend Planeinschrieb. bbox=[406, 554, 615, 561]
col3-item-title: Anforderungen an die Gestaltung der unbebauten Flächen der bebauten Grundstücke bbox=[1030, 192, 1258, 199]
legend-gehrecht bbox=[698, 471, 983, 487]
s16-ref: (§ 9 Abs. 1 Nr. 4 BauGB i.V.m. § 14 BauNVO) bbox=[364, 758, 469, 765]
s191-row: 1.9.1 Anpflanzen von Bäumen, Sträuchern und sonstigen Bepflanzungen auf öffentlichen Flächen Pro Baum ist ein wasserdurchlässiges Pflanzloch mit einer Größe von mindestens 12 m³ vorzusehen. Es sind standortgerechte, heimische Laubbäume zu verwenden. bbox=[698, 273, 983, 299]
legend-grenzen-text: bestehende Grundstücksgrenzen bbox=[740, 506, 817, 513]
col3-item-title: Dachform und Dachgestaltung bbox=[1030, 118, 1112, 125]
s18-heading: Private Grundstücksflächen - Pflanzgebote bbox=[720, 34, 835, 40]
